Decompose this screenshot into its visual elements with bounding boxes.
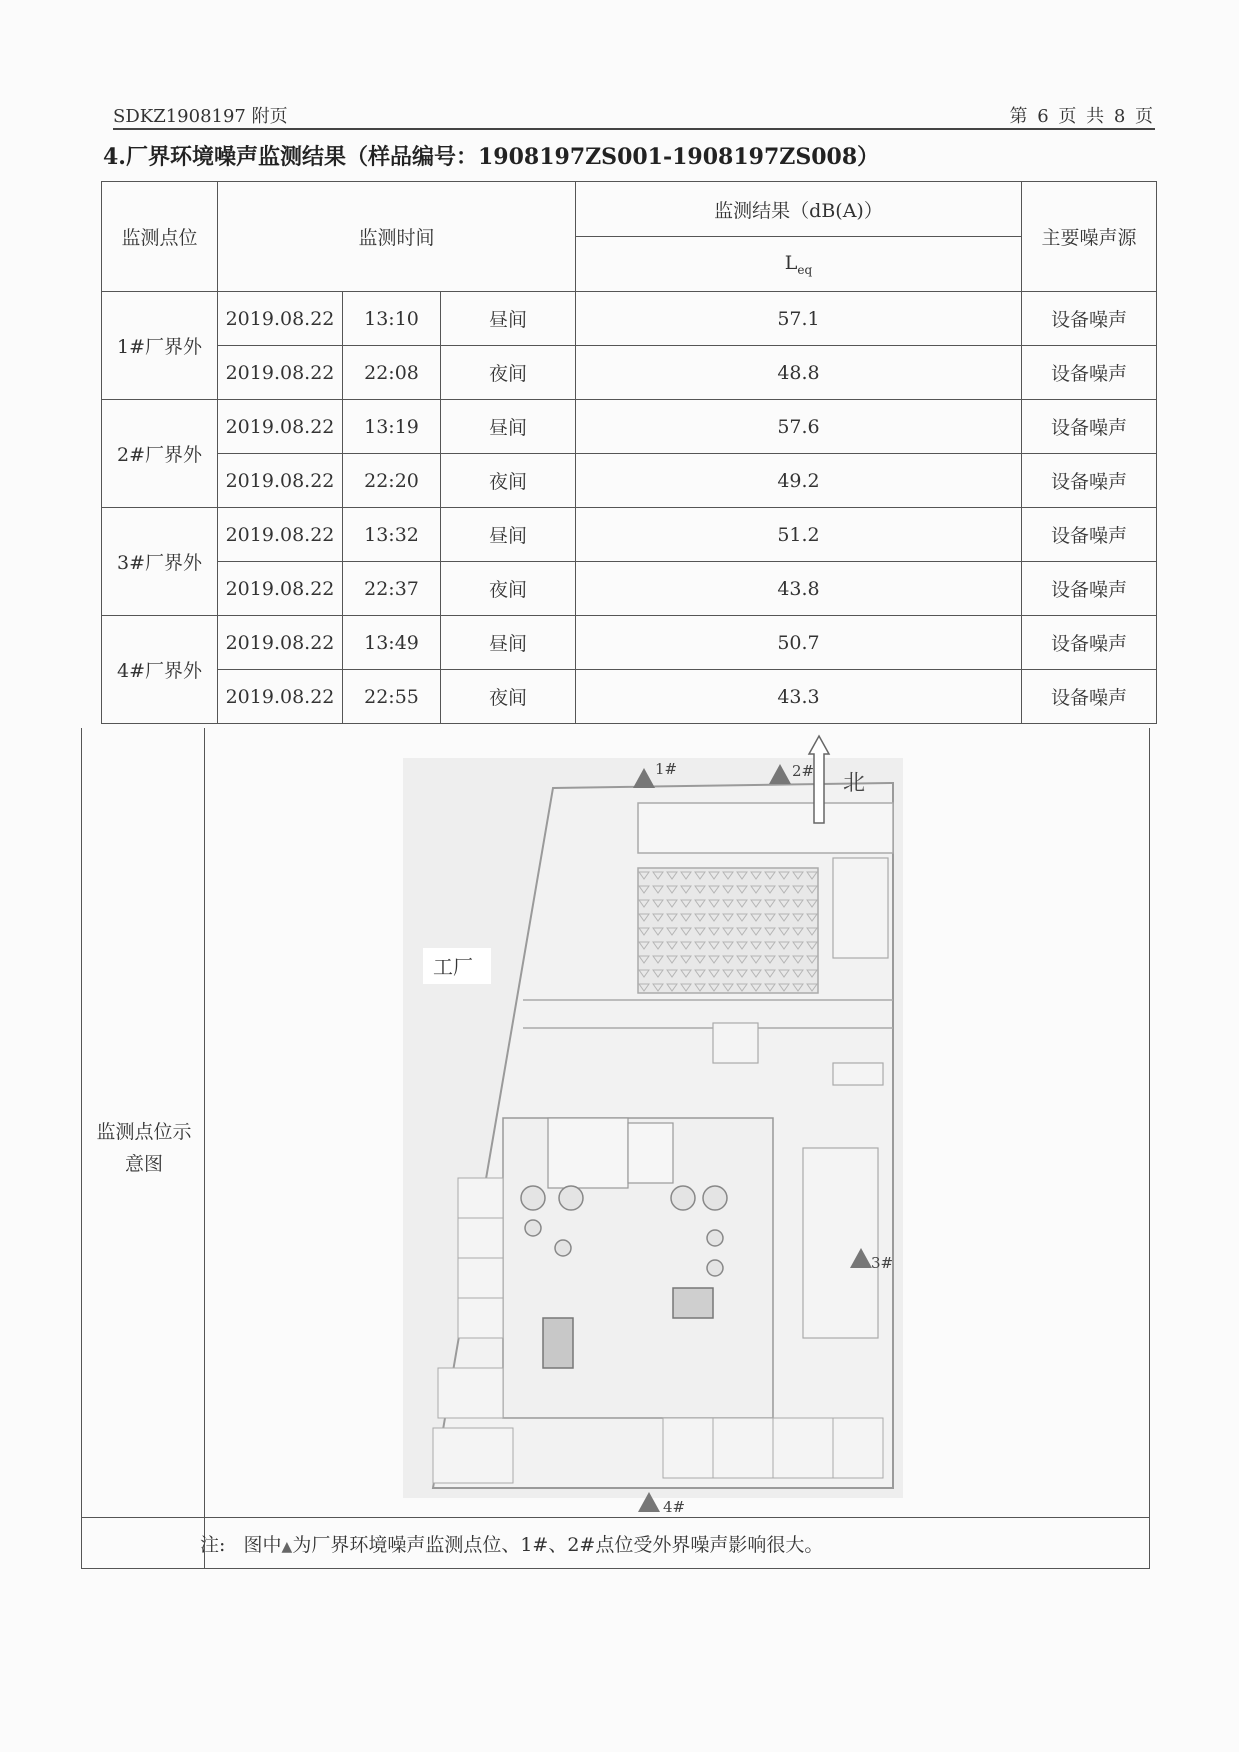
leq-cell: 57.6 — [576, 400, 1022, 454]
source-cell: 设备噪声 — [1022, 346, 1157, 400]
leq-cell: 50.7 — [576, 616, 1022, 670]
date-cell: 2019.08.22 — [218, 400, 343, 454]
period-cell: 昼间 — [441, 616, 576, 670]
source-cell: 设备噪声 — [1022, 400, 1157, 454]
period-cell: 昼间 — [441, 400, 576, 454]
source-cell: 设备噪声 — [1022, 292, 1157, 346]
time-cell: 22:37 — [343, 562, 441, 616]
time-cell: 13:19 — [343, 400, 441, 454]
header-point: 监测点位 — [102, 182, 218, 292]
source-cell: 设备噪声 — [1022, 616, 1157, 670]
document-id: SDKZ1908197 附页 — [113, 106, 288, 127]
table-row — [102, 616, 1157, 670]
date-cell: 2019.08.22 — [218, 508, 343, 562]
svg-text:2#: 2# — [792, 762, 815, 780]
time-cell: 13:10 — [343, 292, 441, 346]
building-guard — [713, 1023, 758, 1063]
building-small — [833, 1063, 883, 1085]
table-row — [102, 562, 1157, 616]
point-cell: 3#厂界外 — [102, 508, 218, 616]
time-cell: 13:49 — [343, 616, 441, 670]
table-row — [102, 454, 1157, 508]
building-east — [833, 858, 888, 958]
header-result: 监测结果（dB(A)） — [576, 182, 1022, 237]
triangle-icon: ▲ — [281, 1539, 293, 1555]
leq-cell: 48.8 — [576, 346, 1022, 400]
site-map — [203, 728, 1143, 1513]
point-cell: 2#厂界外 — [102, 400, 218, 508]
period-cell: 夜间 — [441, 670, 576, 724]
leq-cell: 43.3 — [576, 670, 1022, 724]
date-cell: 2019.08.22 — [218, 346, 343, 400]
date-cell: 2019.08.22 — [218, 292, 343, 346]
factory-label: 工厂 — [433, 955, 473, 979]
source-cell: 设备噪声 — [1022, 454, 1157, 508]
leq-cell: 57.1 — [576, 292, 1022, 346]
green-area — [638, 868, 818, 993]
table-row — [102, 670, 1157, 724]
time-cell: 22:55 — [343, 670, 441, 724]
period-cell: 昼间 — [441, 292, 576, 346]
svg-text:3#: 3# — [871, 1254, 894, 1272]
leq-cell: 43.8 — [576, 562, 1022, 616]
date-cell: 2019.08.22 — [218, 616, 343, 670]
header-time: 监测时间 — [218, 182, 576, 292]
source-cell: 设备噪声 — [1022, 562, 1157, 616]
time-cell: 13:32 — [343, 508, 441, 562]
header-source: 主要噪声源 — [1022, 182, 1157, 292]
leq-cell: 49.2 — [576, 454, 1022, 508]
section-title: 4.厂界环境噪声监测结果（样品编号：1908197ZS001-1908197ZS008） — [103, 144, 880, 170]
period-cell: 夜间 — [441, 562, 576, 616]
time-cell: 22:08 — [343, 346, 441, 400]
table-row — [102, 508, 1157, 562]
date-cell: 2019.08.22 — [218, 562, 343, 616]
noise-results-table — [101, 181, 1157, 724]
north-label: 北 — [843, 771, 866, 796]
period-cell: 夜间 — [441, 454, 576, 508]
period-cell: 夜间 — [441, 346, 576, 400]
time-cell: 22:20 — [343, 454, 441, 508]
table-row — [102, 346, 1157, 400]
svg-text:1#: 1# — [655, 760, 678, 778]
header-leq: $L_{eq}$ — [576, 237, 1022, 292]
point-cell: 1#厂界外 — [102, 292, 218, 400]
building-top — [638, 803, 893, 853]
page-header — [113, 98, 1155, 130]
svg-text:4#: 4# — [663, 1498, 686, 1513]
map-label-cell — [82, 728, 205, 1566]
leq-cell: 51.2 — [576, 508, 1022, 562]
table-row — [102, 400, 1157, 454]
source-cell: 设备噪声 — [1022, 508, 1157, 562]
note-text: 注: 图中▲为厂界环境噪声监测点位、1#、2#点位受外界噪声影响很大。 — [200, 1534, 824, 1556]
date-cell: 2019.08.22 — [218, 670, 343, 724]
point-cell: 4#厂界外 — [102, 616, 218, 724]
period-cell: 昼间 — [441, 508, 576, 562]
note-label: 注: — [200, 1534, 226, 1556]
building-warehouse — [803, 1148, 878, 1338]
table-row — [102, 292, 1157, 346]
map-label: 监测点位示 意图 — [96, 1121, 192, 1175]
page-number: 第 6 页 共 8 页 — [1009, 106, 1155, 127]
source-cell: 设备噪声 — [1022, 670, 1157, 724]
date-cell: 2019.08.22 — [218, 454, 343, 508]
note-row — [81, 1517, 1150, 1569]
